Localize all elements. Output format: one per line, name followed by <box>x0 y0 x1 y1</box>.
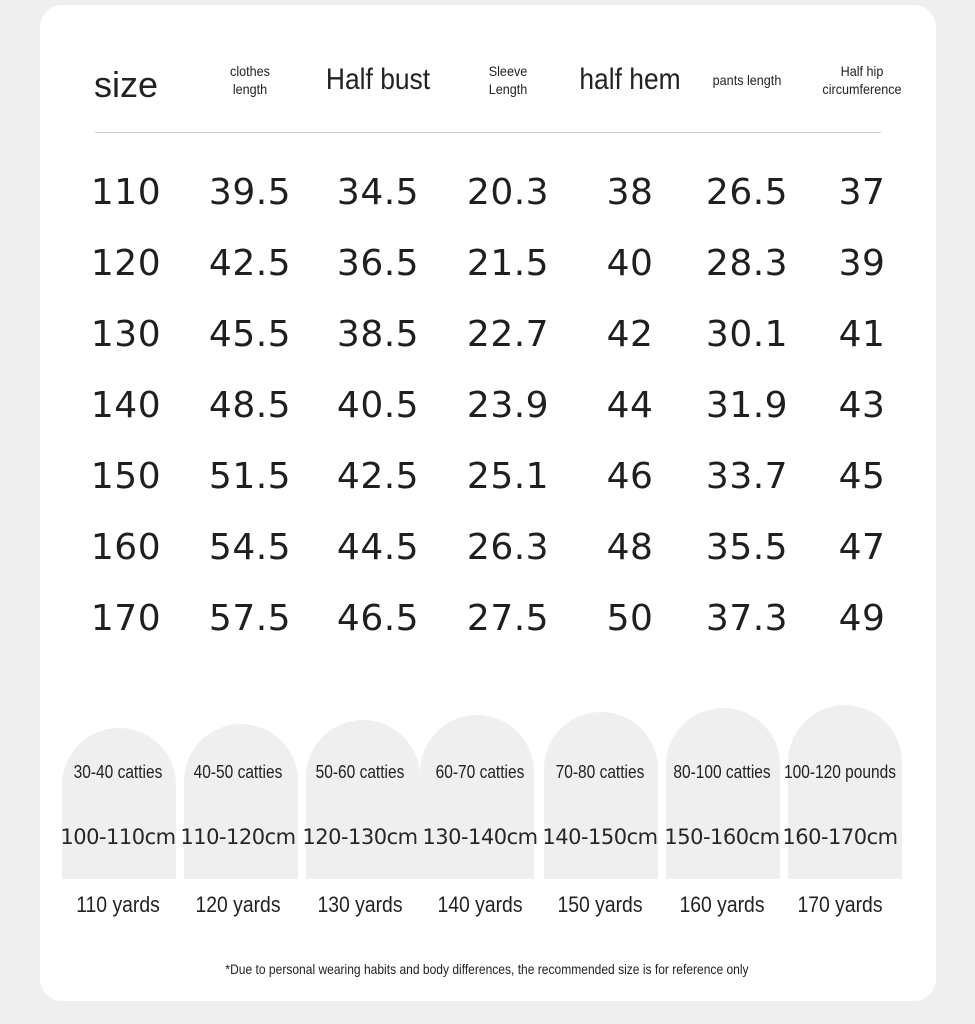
measurement-cell: 39 <box>838 243 886 284</box>
measurement-cell: 38 <box>606 172 654 213</box>
measurement-cell: 44 <box>606 385 654 426</box>
table-row <box>0 598 975 648</box>
recommended-size: 140 yards <box>437 892 523 917</box>
measurement-cell: 44.5 <box>336 527 420 568</box>
measurement-cell: 33.7 <box>705 456 789 497</box>
measurement-cell: 38.5 <box>336 314 420 355</box>
measurement-cell: 27.5 <box>466 598 550 639</box>
measurement-cell: 37 <box>838 172 886 213</box>
measurement-cell: 36.5 <box>336 243 420 284</box>
height-range: 100-110cm <box>60 825 176 849</box>
measurement-cell: 30.1 <box>705 314 789 355</box>
column-header: Sleeve Length <box>488 63 528 97</box>
column-header: clothes length <box>230 63 270 97</box>
recommended-size: 160 yards <box>679 892 765 917</box>
column-header: Half hip circumference <box>822 63 902 97</box>
measurement-cell: 22.7 <box>466 314 550 355</box>
measurement-cell: 46.5 <box>336 598 420 639</box>
height-range: 130-140cm <box>422 825 538 849</box>
measurement-cell: 45 <box>838 456 886 497</box>
recommended-size: 170 yards <box>797 892 883 917</box>
table-row <box>0 527 975 577</box>
table-row <box>0 243 975 293</box>
measurement-cell: 51.5 <box>208 456 292 497</box>
measurement-cell: 26.3 <box>466 527 550 568</box>
column-header: half hem <box>579 63 681 96</box>
size-cell: 110 <box>90 172 162 213</box>
measurement-cell: 25.1 <box>466 456 550 497</box>
header-divider <box>95 132 881 133</box>
measurement-cell: 20.3 <box>466 172 550 213</box>
weight-range: 30-40 catties <box>73 762 163 782</box>
table-row <box>0 172 975 222</box>
height-range: 160-170cm <box>782 825 898 849</box>
measurement-cell: 43 <box>838 385 886 426</box>
column-header: pants length <box>712 72 782 88</box>
footnote: *Due to personal wearing habits and body differences, the recommended size is for reference only <box>225 961 749 977</box>
size-cell: 160 <box>90 527 162 568</box>
weight-range: 70-80 catties <box>555 762 645 782</box>
measurement-cell: 40 <box>606 243 654 284</box>
measurement-cell: 46 <box>606 456 654 497</box>
size-cell: 170 <box>90 598 162 639</box>
table-row <box>0 456 975 506</box>
recommendation-arch <box>184 724 298 879</box>
weight-range: 80-100 catties <box>673 762 771 782</box>
measurement-cell: 34.5 <box>336 172 420 213</box>
recommended-size: 150 yards <box>557 892 643 917</box>
measurement-cell: 48 <box>606 527 654 568</box>
measurement-cell: 50 <box>606 598 654 639</box>
column-header: Half bust <box>325 63 431 96</box>
size-cell: 140 <box>90 385 162 426</box>
weight-range: 40-50 catties <box>193 762 283 782</box>
height-range: 110-120cm <box>180 825 296 849</box>
height-range: 150-160cm <box>664 825 780 849</box>
measurement-cell: 21.5 <box>466 243 550 284</box>
weight-range: 50-60 catties <box>315 762 405 782</box>
measurement-cell: 23.9 <box>466 385 550 426</box>
size-cell: 150 <box>90 456 162 497</box>
measurement-cell: 35.5 <box>705 527 789 568</box>
weight-range: 100-120 pounds <box>784 762 896 782</box>
table-row <box>0 385 975 435</box>
measurement-cell: 49 <box>838 598 886 639</box>
measurement-cell: 40.5 <box>336 385 420 426</box>
recommendation-arch <box>544 712 658 879</box>
recommended-size: 130 yards <box>317 892 403 917</box>
height-range: 120-130cm <box>302 825 418 849</box>
weight-range: 60-70 catties <box>435 762 525 782</box>
recommendation-arch <box>666 708 780 879</box>
measurement-cell: 48.5 <box>208 385 292 426</box>
table-row <box>0 314 975 364</box>
measurement-cell: 37.3 <box>705 598 789 639</box>
measurement-cell: 45.5 <box>208 314 292 355</box>
measurement-cell: 39.5 <box>208 172 292 213</box>
measurement-cell: 42.5 <box>208 243 292 284</box>
measurement-cell: 42.5 <box>336 456 420 497</box>
measurement-cell: 28.3 <box>705 243 789 284</box>
column-header: size <box>93 64 159 105</box>
recommendation-arch <box>788 705 902 879</box>
measurement-cell: 26.5 <box>705 172 789 213</box>
height-range: 140-150cm <box>542 825 658 849</box>
measurement-cell: 54.5 <box>208 527 292 568</box>
measurement-cell: 42 <box>606 314 654 355</box>
recommended-size: 120 yards <box>195 892 281 917</box>
measurement-cell: 47 <box>838 527 886 568</box>
recommended-size: 110 yards <box>76 892 160 917</box>
size-cell: 130 <box>90 314 162 355</box>
measurement-cell: 31.9 <box>705 385 789 426</box>
measurement-cell: 41 <box>838 314 886 355</box>
recommendation-arch <box>420 715 534 879</box>
measurement-cell: 57.5 <box>208 598 292 639</box>
recommendation-arch <box>62 728 176 879</box>
size-cell: 120 <box>90 243 162 284</box>
recommendation-arch <box>306 720 420 879</box>
